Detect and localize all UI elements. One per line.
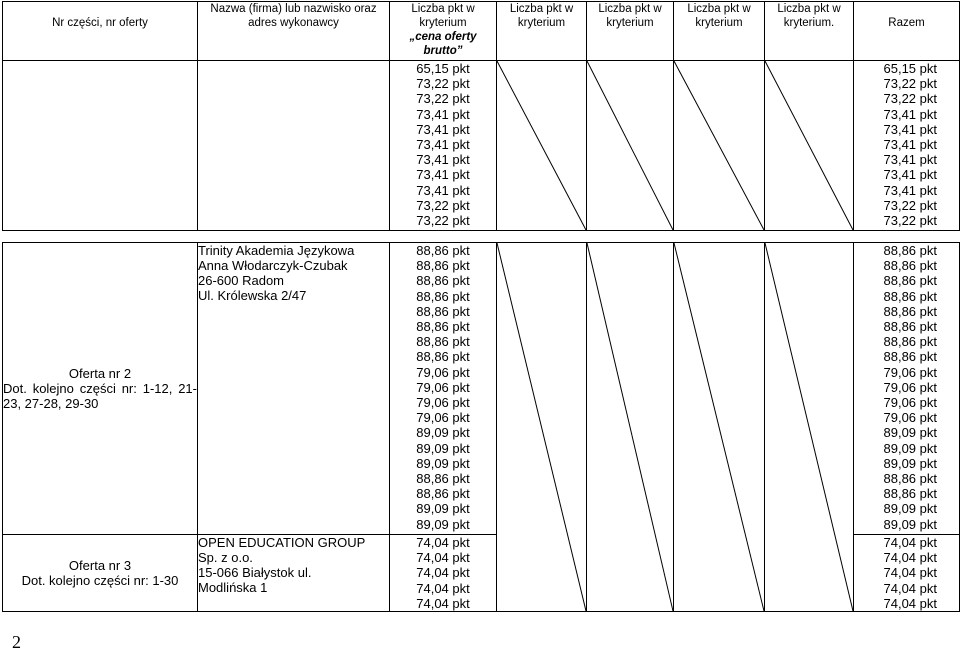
points-cell-1 (390, 61, 497, 231)
crossed-cell (587, 243, 674, 612)
list-line: 73,41 pkt (883, 167, 937, 183)
list-line: 89,09 pkt (883, 455, 937, 471)
page-number: 2 (12, 632, 21, 652)
list-line: 88,86 pkt (883, 303, 937, 319)
list-line: 73,22 pkt (416, 197, 470, 213)
offer-row-2 (3, 243, 960, 535)
list-line: 88,86 pkt (883, 319, 937, 335)
crossed-cell (674, 243, 765, 612)
list-line: 88,86 pkt (883, 288, 937, 304)
list-line: 74,04 pkt (883, 580, 937, 596)
points-cell-2 (390, 243, 497, 535)
offer-parts: Dot. kolejno części nr: 1-12, 21-23, 27-28, 29-30 (3, 381, 197, 411)
gap-cell (390, 231, 497, 243)
header-crit4: Liczba pkt w kryterium (674, 2, 765, 61)
list-line: 73,22 pkt (416, 213, 470, 229)
offer-cell-1 (3, 61, 198, 231)
list-line: 15-066 Białystok ul. (198, 565, 312, 580)
list-line: 73,41 pkt (883, 106, 937, 122)
gap-cell (198, 231, 390, 243)
list-line: 73,22 pkt (883, 76, 937, 92)
list-line: 73,41 pkt (416, 152, 470, 168)
list-line: 73,41 pkt (416, 121, 470, 137)
list-line: 73,22 pkt (883, 91, 937, 107)
list-line: Trinity Akademia Językowa (198, 243, 355, 258)
list-line: 74,04 pkt (883, 595, 937, 611)
list-line: 26-600 Radom (198, 273, 284, 288)
list-line: 73,41 pkt (416, 106, 470, 122)
list-line: Modlińska 1 (198, 580, 268, 595)
list-line: 88,86 pkt (416, 319, 470, 335)
list-line: Sp. z o.o. (198, 550, 253, 565)
crossed-cell (674, 61, 765, 231)
gap-cell (765, 231, 854, 243)
gap-cell (497, 231, 587, 243)
gap-cell (3, 231, 198, 243)
crossed-cell (765, 243, 854, 612)
list-line: Ul. Królewska 2/47 (198, 288, 307, 303)
crossed-cell (497, 61, 587, 231)
offer-title: Oferta nr 2 (68, 366, 132, 381)
list-line: 89,09 pkt (883, 440, 937, 456)
list-line: 88,86 pkt (883, 273, 937, 289)
list-line: 88,86 pkt (416, 288, 470, 304)
gap-cell (587, 231, 674, 243)
list-line: 89,09 pkt (883, 425, 937, 441)
list-line: 88,86 pkt (883, 243, 937, 258)
totals-cell-2 (854, 243, 960, 535)
points-cell-3 (390, 535, 497, 612)
list-line: 74,04 pkt (883, 550, 937, 566)
list-line: Anna Włodarczyk-Czubak (198, 258, 348, 273)
header-crit3: Liczba pkt w kryterium (587, 2, 674, 61)
results-table (2, 1, 960, 612)
contractor-cell-2 (198, 243, 390, 535)
list-line: 89,09 pkt (416, 501, 470, 517)
list-line: 79,06 pkt (883, 379, 937, 395)
list-line: 79,06 pkt (883, 395, 937, 411)
header-total: Razem (854, 2, 960, 61)
list-line: 89,09 pkt (883, 516, 937, 532)
header-crit2: Liczba pkt w kryterium (497, 2, 587, 61)
contractor-cell-1 (198, 61, 390, 231)
totals-cell-1 (854, 61, 960, 231)
gap-cell (854, 231, 960, 243)
list-line: 89,09 pkt (416, 516, 470, 532)
list-line: 79,06 pkt (416, 364, 470, 380)
list-line: 73,41 pkt (883, 137, 937, 153)
list-line: 74,04 pkt (416, 550, 470, 566)
list-line: 73,41 pkt (416, 182, 470, 198)
offer-parts: Dot. kolejno części nr: 1-30 (21, 573, 179, 588)
list-line: 88,86 pkt (416, 303, 470, 319)
header-row (3, 2, 960, 61)
totals-cell-3 (854, 535, 960, 612)
list-line: 73,41 pkt (883, 152, 937, 168)
offer-cell-3 (3, 535, 198, 612)
list-line: 89,09 pkt (416, 455, 470, 471)
offer-row-1 (3, 61, 960, 231)
list-line: 74,04 pkt (416, 535, 470, 550)
list-line: 74,04 pkt (883, 565, 937, 581)
list-line: 65,15 pkt (416, 61, 470, 76)
list-line: 89,09 pkt (883, 501, 937, 517)
list-line: 74,04 pkt (416, 565, 470, 581)
list-line: 88,86 pkt (883, 471, 937, 487)
list-line: 88,86 pkt (883, 349, 937, 365)
list-line: 88,86 pkt (416, 486, 470, 502)
header-crit1-label: Liczba pkt w kryterium (411, 3, 475, 29)
list-line: 88,86 pkt (416, 243, 470, 258)
list-line: 73,41 pkt (883, 182, 937, 198)
list-line: OPEN EDUCATION GROUP (198, 535, 366, 550)
list-line: 89,09 pkt (416, 425, 470, 441)
contractor-cell-3 (198, 535, 390, 612)
list-line: 88,86 pkt (416, 258, 470, 274)
list-line: 73,41 pkt (883, 121, 937, 137)
list-line: 88,86 pkt (416, 334, 470, 350)
header-crit5: Liczba pkt w kryterium. (765, 2, 854, 61)
list-line: 74,04 pkt (416, 580, 470, 596)
header-name: Nazwa (firma) lub nazwisko oraz adres wykonawcy (198, 2, 390, 61)
list-line: 79,06 pkt (416, 379, 470, 395)
list-line: 88,86 pkt (883, 334, 937, 350)
list-line: 74,04 pkt (416, 595, 470, 611)
crossed-cell (765, 61, 854, 231)
list-line: 88,86 pkt (883, 486, 937, 502)
list-line: 73,22 pkt (883, 197, 937, 213)
list-line: 89,09 pkt (416, 440, 470, 456)
list-line: 88,86 pkt (416, 273, 470, 289)
header-crit1-sub: „cena oferty brutto” (409, 31, 477, 57)
list-line: 88,86 pkt (416, 349, 470, 365)
list-line: 79,06 pkt (883, 364, 937, 380)
offer-title: Oferta nr 3 (68, 558, 132, 573)
crossed-cell (497, 243, 587, 612)
gap-cell (674, 231, 765, 243)
gap-row (3, 231, 960, 243)
list-line: 79,06 pkt (883, 410, 937, 426)
list-line: 73,41 pkt (416, 167, 470, 183)
list-line: 65,15 pkt (883, 61, 937, 76)
list-line: 79,06 pkt (416, 395, 470, 411)
offer-cell-2 (3, 243, 198, 535)
list-line: 73,22 pkt (883, 213, 937, 229)
list-line: 88,86 pkt (883, 258, 937, 274)
list-line: 73,22 pkt (416, 76, 470, 92)
list-line: 73,41 pkt (416, 137, 470, 153)
crossed-cell (587, 61, 674, 231)
list-line: 74,04 pkt (883, 535, 937, 550)
header-crit1 (390, 2, 497, 61)
list-line: 88,86 pkt (416, 471, 470, 487)
header-nr: Nr części, nr oferty (3, 2, 198, 61)
list-line: 79,06 pkt (416, 410, 470, 426)
list-line: 73,22 pkt (416, 91, 470, 107)
